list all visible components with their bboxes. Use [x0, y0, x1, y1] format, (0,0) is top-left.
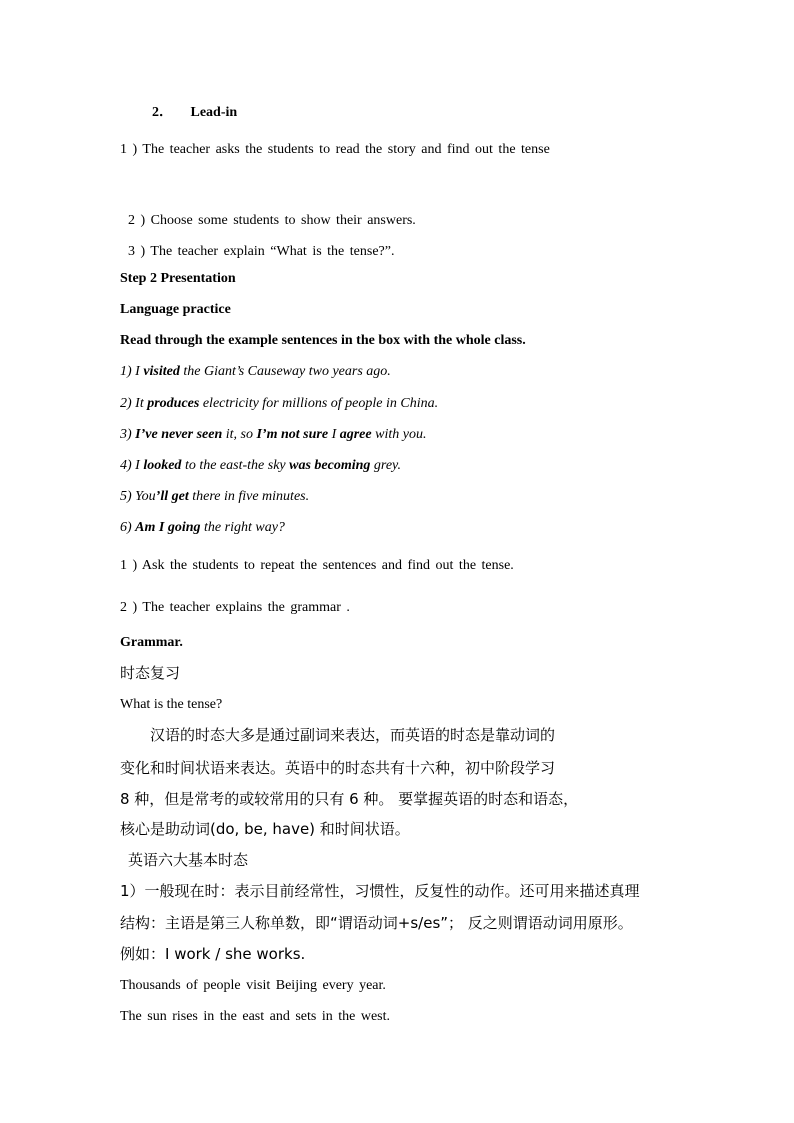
step-title: Step 2 Presentation: [120, 271, 236, 286]
emphasized-verb: visited: [143, 364, 180, 379]
tense-review-heading: 时态复习: [120, 664, 181, 682]
sentence-text: grey.: [370, 458, 401, 473]
practice-item: 2 ) The teacher explains the grammar .: [120, 600, 350, 615]
example-sentence-5: [120, 488, 309, 506]
example-sentence-1: [120, 363, 391, 381]
present-simple-line: 例如：I work / she works.: [120, 945, 306, 963]
subsection-title: Language practice: [120, 302, 231, 317]
section-heading: [152, 104, 237, 122]
sentence-text: the Giant’s Causeway two years ago.: [179, 364, 391, 379]
sentence-text: 4) I: [120, 458, 144, 473]
example-sentence-2: [120, 395, 438, 413]
question-line: What is the tense?: [120, 697, 223, 712]
example-sentence-4: [120, 457, 401, 475]
emphasized-verb: I’ve never seen: [135, 427, 223, 442]
example-sentence: The sun rises in the east and sets in the west.: [120, 1009, 391, 1024]
sentence-text: there in five minutes.: [188, 489, 310, 504]
paragraph-line: 汉语的时态大多是通过副词来表达，而英语的时态是靠动词的: [150, 726, 556, 744]
emphasized-verb: ’ll get: [155, 489, 189, 504]
sentence-text: electricity for millions of people in China.: [199, 396, 439, 411]
sentence-text: the right way?: [200, 520, 285, 535]
sentence-text: 1) I: [120, 364, 144, 379]
grammar-title: Grammar.: [120, 635, 183, 650]
paragraph-line: 核心是助动词(do, be, have) 和时间状语。: [120, 820, 410, 838]
sentence-text: 3): [120, 427, 136, 442]
section-number: 2．: [152, 105, 173, 120]
example-sentence: Thousands of people visit Beijing every year.: [120, 978, 386, 993]
emphasized-verb: produces: [147, 396, 200, 411]
emphasized-verb: was becoming: [289, 458, 371, 473]
emphasized-verb: I’m not sure: [256, 427, 329, 442]
leadin-item: 2 ) Choose some students to show their answers.: [128, 213, 416, 228]
sentence-text: 6): [120, 520, 136, 535]
example-sentence-3: [120, 426, 426, 444]
leadin-item: 1 ) The teacher asks the students to read the story and find out the tense: [120, 142, 550, 157]
sentence-text: 2) It: [120, 396, 148, 411]
sentence-text: I: [328, 427, 340, 442]
sentence-text: with you.: [371, 427, 427, 442]
six-tenses-heading: 英语六大基本时态: [128, 851, 249, 869]
section-title: Lead-in: [190, 105, 238, 120]
present-simple-line: 1）一般现在时：表示目前经常性，习惯性，反复性的动作。还可用来描述真理: [120, 882, 640, 900]
present-simple-line: 结构：主语是第三人称单数，即“谓语动词+s/es”； 反之则谓语动词用原形。: [120, 914, 633, 932]
sentence-text: it, so: [222, 427, 257, 442]
leadin-item: 3 ) The teacher explain “What is the tense?”.: [128, 244, 395, 259]
practice-item: 1 ) Ask the students to repeat the sentences and find out the tense.: [120, 558, 514, 573]
sentence-text: to the east-the sky: [181, 458, 290, 473]
example-sentence-6: [120, 519, 285, 537]
emphasized-verb: agree: [339, 427, 372, 442]
paragraph-line: 变化和时间状语来表达。英语中的时态共有十六种，初中阶段学习: [120, 759, 556, 777]
emphasized-verb: Am I going: [135, 520, 201, 535]
emphasized-verb: looked: [143, 458, 182, 473]
sentence-text: 5) You: [120, 489, 156, 504]
instruction-text: Read through the example sentences in the box with the whole class.: [120, 333, 526, 348]
paragraph-line: 8 种，但是常考的或较常用的只有 6 种。 要掌握英语的时态和语态，: [120, 790, 579, 808]
